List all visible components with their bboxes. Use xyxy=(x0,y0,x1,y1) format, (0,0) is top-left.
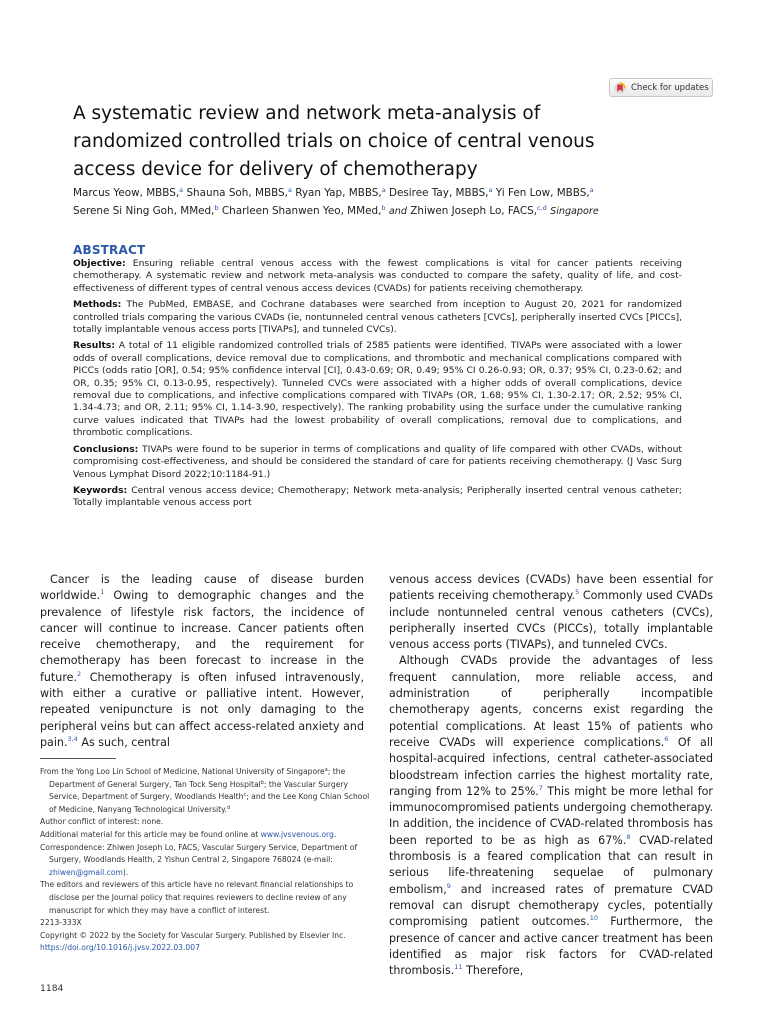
keywords-text: Central venous access device; Chemotherapy; Network meta-analysis; Peripherally inserted central venous catheter; Totally implantable venous access port xyxy=(73,484,682,509)
abstract-objective xyxy=(73,258,682,295)
author-affiliation[interactable]: a xyxy=(589,186,594,194)
abstract-heading: ABSTRACT xyxy=(73,243,146,257)
footnote-text: Additional material for this article may be found online at xyxy=(40,829,261,839)
citation-link[interactable]: 8 xyxy=(626,832,631,841)
footnote-affiliations xyxy=(40,766,370,816)
citation-link[interactable]: 7 xyxy=(538,783,543,792)
body-paragraph xyxy=(389,572,713,653)
abstract-results xyxy=(73,340,682,439)
footnote-text: ). xyxy=(122,867,129,877)
footnote-text: ; the Department of General Surgery, Tan Tock Seng Hospital xyxy=(49,767,346,789)
body-text: This might be more lethal for immunocompromised patients undergoing chemotherapy. In addition, the incidence of CVAD-related thrombosis has been reported to be as high as 67%. xyxy=(389,784,713,847)
body-text: Furthermore, the presence of cancer and active cancer treatment has been identified as major risk factors for CVAD-related thrombosis. xyxy=(389,915,713,978)
check-for-updates-button[interactable] xyxy=(609,78,713,97)
methods-label: Methods: xyxy=(73,299,122,311)
abstract-keywords xyxy=(73,485,682,510)
citation-link[interactable]: 9 xyxy=(446,881,451,890)
footnote-copyright: Copyright © 2022 by the Society for Vascular Surgery. Published by Elsevier Inc. xyxy=(40,930,346,940)
conclusions-text: TIVAPs were found to be superior in terms of complications and quality of life compared with other CVADs, without compromising cost-effectiveness, and should be considered the standard of care for patients receiving chemotherapy. (J Vasc Surg Venous Lymphat Disord 2022;10:1184-91.) xyxy=(73,443,682,480)
journal-website-link[interactable]: www.jvsvenous.org xyxy=(260,829,334,839)
body-text: Of all hospital-acquired infections, central catheter-associated bloodstream infection carries the highest mortality rate, ranging from 12% to 25%. xyxy=(389,735,713,798)
footnote-text: . xyxy=(333,829,337,839)
footnote-text: ; the Vascular Surgery Service, Department of Surgery, Woodlands Health xyxy=(49,779,349,802)
article-title: A systematic review and network meta-analysis of randomized controlled trials on choice of central venous access device for delivery of chemotherapy xyxy=(73,103,595,180)
author: Shauna Soh, MBBS, xyxy=(183,187,288,199)
body-text: Commonly used CVADs include nontunneled central venous catheters (CVCs), peripherally inserted CVCs (PICCs), totally implantable venous access ports (TIVAPs), and tunneled CVCs. xyxy=(389,589,713,652)
author: Charleen Shanwen Yeo, MMed, xyxy=(218,205,382,217)
citation-link[interactable]: 11 xyxy=(454,963,463,972)
check-for-updates-label: Check for updates xyxy=(631,82,709,93)
body-paragraph xyxy=(40,572,364,751)
body-text: and increased rates of premature CVAD removal can disrupt chemotherapy cycles, potentially compromising patient outcomes. xyxy=(389,882,713,929)
results-text: A total of 11 eligible randomized controlled trials of 2585 patients were identified. TIVAPs were associated with a lower odds of overall complications, device removal due to complications, and thrombotic and mechanical complications compared with PICCs (odds ratio [OR], 0.54; 95% confidence interval [CI], 0.43-0.69; OR, 0.49; 95% CI 0.26-0.93; OR, 0.37; 95% CI, 0.23-0.62; and OR, 0.35; 95% CI, 0.13-0.95, respectively). Tunneled CVCs were associated with a higher odds of overall complications, device removal due to complications, and infective complications compared with TIVAPs (OR, 1.68; 95% CI, 1.30-2.17; OR, 2.52; 95% CI, 1.34-4.73; and OR, 2.11; 95% CI, 1.14-3.90, respectively). The ranking probability using the surface under the cumulative ranking curve values indicated that TIVAPs had the lowest probability of overall complications, removal due to complications, and thrombotic complications. xyxy=(73,340,682,439)
abstract-methods xyxy=(73,299,682,336)
footnote-issn: 2213-333X xyxy=(40,918,82,928)
body-paragraph xyxy=(389,653,713,979)
footnote-correspondence xyxy=(40,842,370,880)
body-text: venous access devices (CVADs) have been essential for patients receiving chemotherapy. xyxy=(389,573,713,603)
results-label: Results: xyxy=(73,340,115,352)
citation-link[interactable]: 6 xyxy=(664,734,669,743)
body-column-right xyxy=(389,572,713,979)
page-number: 1184 xyxy=(40,983,64,994)
body-column-left xyxy=(40,572,364,751)
body-text: Therefore, xyxy=(462,964,524,978)
body-text: As such, central xyxy=(77,735,170,749)
doi-link[interactable]: https://doi.org/10.1016/j.jvsv.2022.03.007 xyxy=(40,943,200,953)
author: Ryan Yap, MBBS, xyxy=(291,187,382,199)
footnote-divider xyxy=(40,758,116,759)
footnote-editors: The editors and reviewers of this article have no relevant financial relationships to disclose per the Journal policy that requires reviewers to decline review of any manuscript for which they may have a conflict of interest. xyxy=(40,880,354,915)
citation-link[interactable]: 10 xyxy=(589,914,598,923)
footnote-text: ; and the Lee Kong Chian School of Medicine, Nanyang Technological University. xyxy=(49,792,370,814)
objective-label: Objective: xyxy=(73,258,126,269)
author-affiliation[interactable]: a xyxy=(381,186,386,194)
author-affiliation[interactable]: a xyxy=(287,186,292,194)
citation-link[interactable]: 2 xyxy=(77,669,82,678)
footnote-additional xyxy=(40,829,370,842)
author-affiliation[interactable]: b xyxy=(214,204,219,212)
footnote-text: Correspondence: Zhiwen Joseph Lo, FACS, Vascular Surgery Service, Department of Surgery, Woodlands Health, 2 Yishun Central 2, Singapore 768024 (e-mail: xyxy=(40,842,358,865)
footnote-sup: b xyxy=(260,779,264,786)
author: Marcus Yeow, MBBS, xyxy=(73,187,180,199)
conclusions-label: Conclusions: xyxy=(73,443,139,455)
objective-text: Ensuring reliable central venous access with the fewest complications is vital for cancer patients receiving chemotherapy. A systematic review and network meta-analysis was conducted to compare the safety, quality of life, and cost-effectiveness of different types of central venous access devices (CVADs) for patients receiving chemotherapy. xyxy=(73,258,683,294)
author: Zhiwen Joseph Lo, FACS, xyxy=(410,205,538,217)
crossmark-icon xyxy=(614,82,626,94)
footnote-text: From the Yong Loo Lin School of Medicine, National University of Singapore xyxy=(40,767,325,776)
author: Yi Fen Low, MBBS, xyxy=(492,187,590,199)
body-text: CVAD-related thrombosis is a feared complication that can result in serious life-threatening sequelae of pulmonary embolism, xyxy=(389,833,713,896)
email-link[interactable]: zhiwen@gmail.com xyxy=(49,867,123,877)
footnote-sup: d xyxy=(226,804,231,811)
footnotes xyxy=(40,766,370,955)
abstract-conclusions xyxy=(73,444,682,481)
body-text: Chemotherapy is often infused intravenously, with either a curative or palliative intent. However, repeated venipuncture is not only damaging to the peripheral veins but can affect access-related anxiety and pain. xyxy=(40,670,364,749)
body-text: Cancer is the leading cause of disease burden worldwide. xyxy=(40,573,364,603)
citation-link[interactable]: 3,4 xyxy=(67,734,78,743)
body-text: Owing to demographic changes and the prevalence of lifestyle risk factors, the incidence of cancer will continue to increase. Cancer patients often receive chemotherapy, and the requirement for chemotherapy has been forecast to increase in the future. xyxy=(40,589,364,684)
author-affiliation[interactable]: a xyxy=(179,186,184,194)
abstract-section xyxy=(73,243,682,514)
keywords-label: Keywords: xyxy=(73,484,128,496)
footnote-conflict: Author conflict of interest: none. xyxy=(40,817,164,827)
citation-link[interactable]: 5 xyxy=(575,588,580,597)
author-affiliation[interactable]: b xyxy=(381,204,386,212)
author: Serene Si Ning Goh, MMed, xyxy=(73,205,215,217)
author-location: Singapore xyxy=(550,206,599,217)
author-list xyxy=(73,184,693,221)
author-line-2 xyxy=(73,202,693,221)
author: Desiree Tay, MBBS, xyxy=(385,187,489,199)
citation-link[interactable]: 1 xyxy=(100,588,105,597)
footnote-sup: a xyxy=(324,767,328,773)
footnote-sup: c xyxy=(243,792,247,799)
body-text: Although CVADs provide the advantages of less frequent cannulation, more reliable access, and administration of peripherally incompatible chemotherapy agents, concerns exist regarding the potential complications. At least 15% of patients who receive CVADs will experience complications. xyxy=(389,654,713,749)
author-affiliation[interactable]: a xyxy=(488,186,493,194)
methods-text: The PubMed, EMBASE, and Cochrane databases were searched from inception to August 20, 2021 for randomized controlled trials comparing the various CVADs (ie, nontunneled central venous catheters [CVCs], peripherally inserted CVCs [PICCs], totally implantable venous access ports [TIVAPs], and tunneled CVCs). xyxy=(73,299,682,336)
and-word: and xyxy=(388,206,407,217)
author-line-1 xyxy=(73,184,693,202)
author-affiliation[interactable]: c,d xyxy=(537,204,547,212)
